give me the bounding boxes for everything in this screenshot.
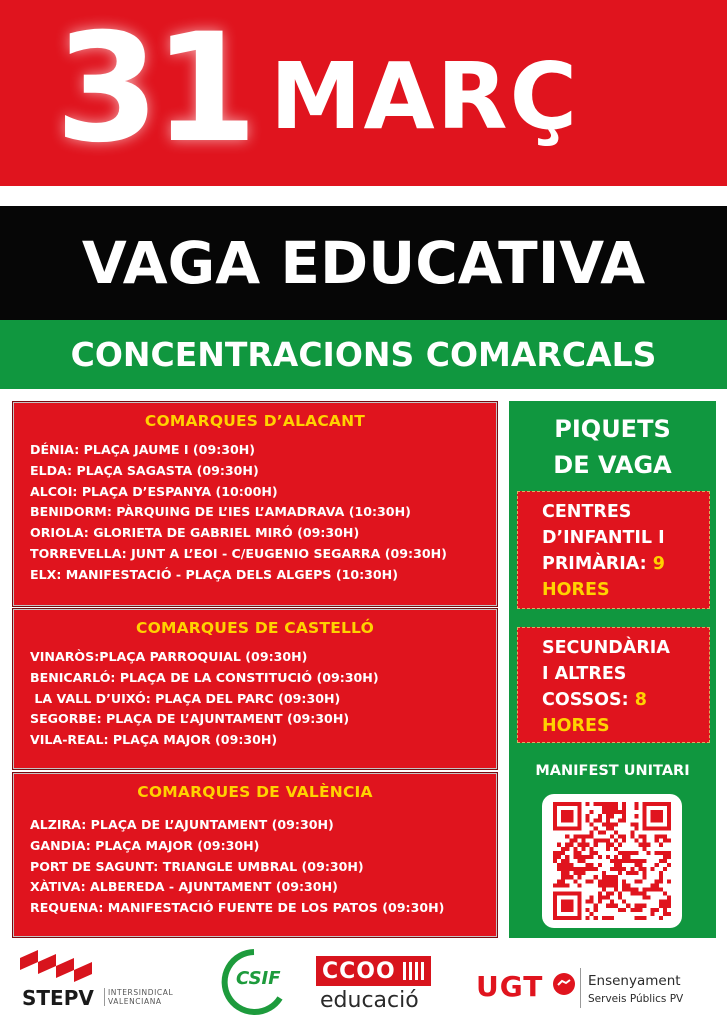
location-item: XÀTIVA: ALBEREDA - AJUNTAMENT (09:30H) [30, 879, 338, 895]
ccoo-logo [316, 956, 438, 1020]
date-day: 31 [55, 2, 252, 176]
location-item: ORIOLA: GLORIETA DE GABRIEL MIRÓ (09:30H) [30, 525, 360, 541]
page-subtitle: CONCENTRACIONS COMARCALS [70, 335, 657, 374]
region-title: COMARQUES DE VALÈNCIA [137, 783, 373, 801]
stepv-subtitle [104, 988, 173, 1006]
ugt-divider [580, 968, 581, 1008]
schedule-label: PRIMÀRIA: [542, 554, 647, 574]
region-title: COMARQUES DE CASTELLÓ [136, 619, 374, 637]
qr-code-icon [553, 802, 671, 920]
location-item: GANDIA: PLAÇA MAJOR (09:30H) [30, 837, 260, 853]
location-list [13, 815, 497, 919]
manifest-label: MANIFEST UNITARI [535, 763, 690, 779]
region-title: COMARQUES D’ALACANT [144, 412, 366, 430]
ccoo-subtitle: educació [320, 988, 419, 1013]
ugt-subtitle-1: Ensenyament [588, 973, 681, 989]
location-item: ELX: MANIFESTACIÓ - PLAÇA DELS ALGEPS (10:30H) [30, 566, 398, 582]
location-item: ALCOI: PLAÇA D’ESPANYA (10:00H) [30, 483, 278, 499]
schedule-line: D’INFANTIL I [542, 528, 665, 548]
location-list [13, 647, 497, 751]
ugt-logo [476, 950, 712, 1020]
title-banner [0, 206, 727, 320]
location-item: ELDA: PLAÇA SAGASTA (09:30H) [30, 462, 259, 478]
date-banner [0, 0, 727, 186]
ccoo-box [316, 956, 431, 986]
region-valencia [12, 772, 498, 938]
stepv-logo [18, 948, 188, 1018]
schedule-line: CENTRES [542, 502, 632, 522]
ccoo-text: CCOO [322, 958, 396, 984]
pickets-title-line: DE VAGA [553, 451, 672, 479]
csif-text: CSIF [236, 968, 281, 989]
schedule-line [542, 551, 701, 577]
location-item: DÉNIA: PLAÇA JAUME I (09:30H) [30, 442, 256, 457]
ugt-text: UGT [476, 970, 544, 1003]
schedule-line: I ALTRES [542, 664, 627, 684]
ugt-handshake-icon [552, 972, 576, 996]
schedule-primary [517, 491, 710, 609]
schedule-hours: 9 [652, 554, 665, 574]
schedule-hours: 8 [634, 690, 647, 710]
location-list [13, 440, 497, 586]
region-alacant [12, 401, 498, 607]
location-item: REQUENA: MANIFESTACIÓ FUENTE DE LOS PATOS (09:30H) [30, 900, 445, 916]
csif-logo [214, 946, 290, 1020]
manifest-qr-link[interactable] [542, 794, 682, 928]
stepv-flag-icon [18, 948, 98, 984]
footer-logos [0, 940, 727, 1024]
ccoo-bars-icon [403, 962, 425, 980]
schedule-line [542, 687, 701, 713]
schedule-label: COSSOS: [542, 690, 629, 710]
schedule-secondary [517, 627, 710, 743]
ugt-subtitle-2: Serveis Públics PV [588, 993, 684, 1005]
location-item: BENICARLÓ: PLAÇA DE LA CONSTITUCIÓ (09:30H) [30, 669, 379, 685]
location-item: SEGORBE: PLAÇA DE L’AJUNTAMENT (09:30H) [30, 711, 350, 727]
location-item: VILA-REAL: PLAÇA MAJOR (09:30H) [30, 732, 278, 748]
pickets-title-line: PIQUETS [554, 415, 671, 443]
page-title: VAGA EDUCATIVA [81, 229, 646, 297]
pickets-panel [509, 401, 716, 938]
location-item: LA VALL D’UIXÓ: PLAÇA DEL PARC (09:30H) [30, 690, 341, 706]
schedule-unit: HORES [542, 580, 610, 600]
location-item: TORREVELLA: JUNT A L’EOI - C/EUGENIO SEGARRA (09:30H) [30, 545, 447, 561]
stepv-sub-line: VALENCIANA [108, 997, 162, 1006]
schedule-line: SECUNDÀRIA [542, 638, 670, 658]
region-castello [12, 608, 498, 770]
location-item: PORT DE SAGUNT: TRIANGLE UMBRAL (09:30H) [30, 858, 364, 874]
location-item: VINARÒS:PLAÇA PARROQUIAL (09:30H) [30, 649, 308, 664]
schedule-unit: HORES [542, 716, 610, 736]
pickets-title [509, 411, 716, 483]
stepv-sub-line: INTERSINDICAL [108, 988, 174, 997]
location-item: ALZIRA: PLAÇA DE L’AJUNTAMENT (09:30H) [30, 817, 334, 832]
stepv-text: STEPV [22, 986, 94, 1010]
date-month: MARÇ [270, 43, 580, 150]
location-item: BENIDORM: PÀRQUING DE L’IES L’AMADRAVA (10:30H) [30, 504, 411, 520]
subtitle-banner [0, 320, 727, 389]
